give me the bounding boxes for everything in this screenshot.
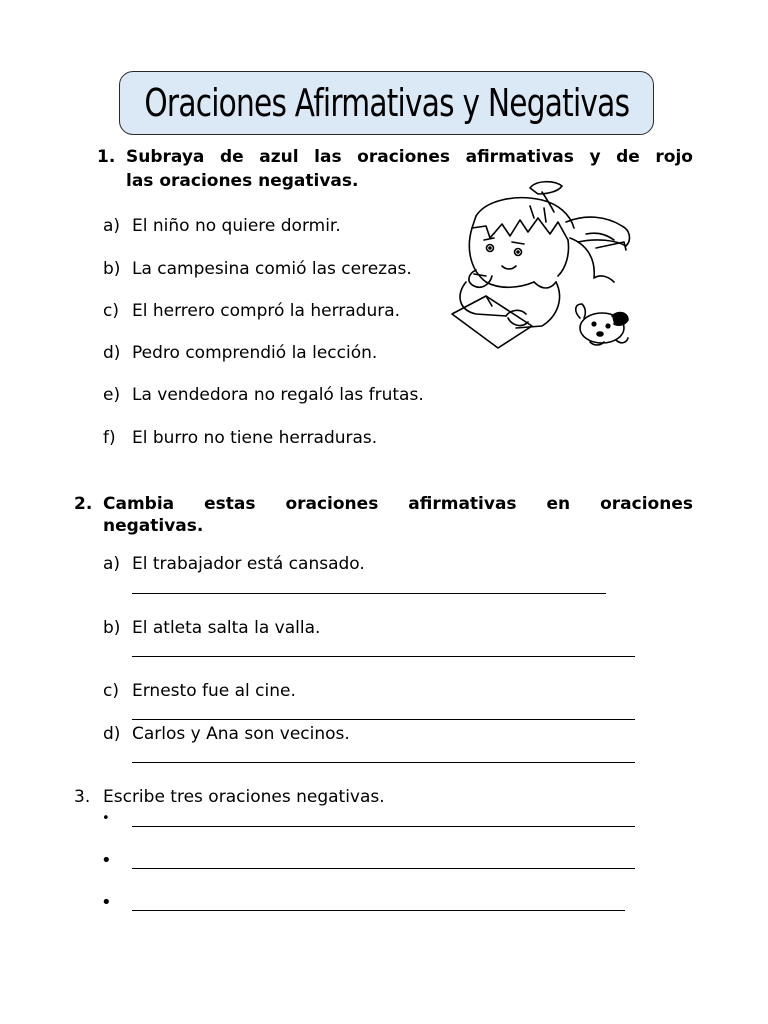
answer-line[interactable] [132, 868, 635, 869]
page-title: Oraciones Afirmativas y Negativas [144, 81, 629, 125]
ex3-number: 3. [74, 787, 91, 807]
ex1-item-letter: c) [103, 301, 119, 321]
ex1-item-letter: e) [103, 385, 121, 405]
ex2-item-text: El trabajador está cansado. [132, 554, 365, 574]
ex1-item-text: El niño no quiere dormir. [132, 216, 341, 236]
ex2-item-letter: d) [103, 724, 121, 744]
ex1-item-text: Pedro comprendió la lección. [132, 343, 378, 363]
ex1-item-letter: f) [103, 428, 116, 448]
answer-line[interactable] [132, 656, 635, 657]
answer-line[interactable] [132, 910, 625, 911]
title-banner [119, 71, 654, 135]
ex1-item-text: La campesina comió las cerezas. [132, 259, 412, 279]
answer-line[interactable] [132, 826, 635, 827]
ex1-item-text: El burro no tiene herraduras. [132, 428, 378, 448]
bullet-point: • [101, 850, 112, 871]
ex1-item-letter: a) [103, 216, 121, 236]
ex1-item-letter: b) [103, 259, 121, 279]
ex1-item-letter: d) [103, 343, 121, 363]
ex1-instruction-line1: Subraya de azul las oraciones afirmativas y de rojo [126, 147, 693, 167]
ex1-instruction-line2: las oraciones negativas. [126, 171, 359, 191]
ex1-item-text: El herrero compró la herradura. [132, 301, 401, 321]
ex2-item-letter: b) [103, 618, 121, 638]
ex2-instruction-line2: negativas. [103, 516, 204, 536]
ex2-number: 2. [74, 494, 93, 514]
bullet-point: • [102, 811, 110, 826]
ex3-instruction: Escribe tres oraciones negativas. [103, 787, 385, 807]
ex2-item-letter: c) [103, 681, 119, 701]
answer-line[interactable] [132, 762, 635, 763]
bullet-point: • [101, 892, 112, 913]
ex2-item-text: Carlos y Ana son vecinos. [132, 724, 350, 744]
ex2-item-text: Ernesto fue al cine. [132, 681, 296, 701]
child-reading-illustration [446, 178, 646, 353]
ex1-item-text: La vendedora no regaló las frutas. [132, 385, 424, 405]
ex2-item-text: El atleta salta la valla. [132, 618, 321, 638]
ex2-item-letter: a) [103, 554, 121, 574]
ex2-instruction-line1: Cambia estas oraciones afirmativas en oraciones [103, 494, 693, 514]
ex1-number: 1. [97, 147, 116, 167]
answer-line[interactable] [132, 593, 606, 594]
answer-line[interactable] [132, 719, 635, 720]
